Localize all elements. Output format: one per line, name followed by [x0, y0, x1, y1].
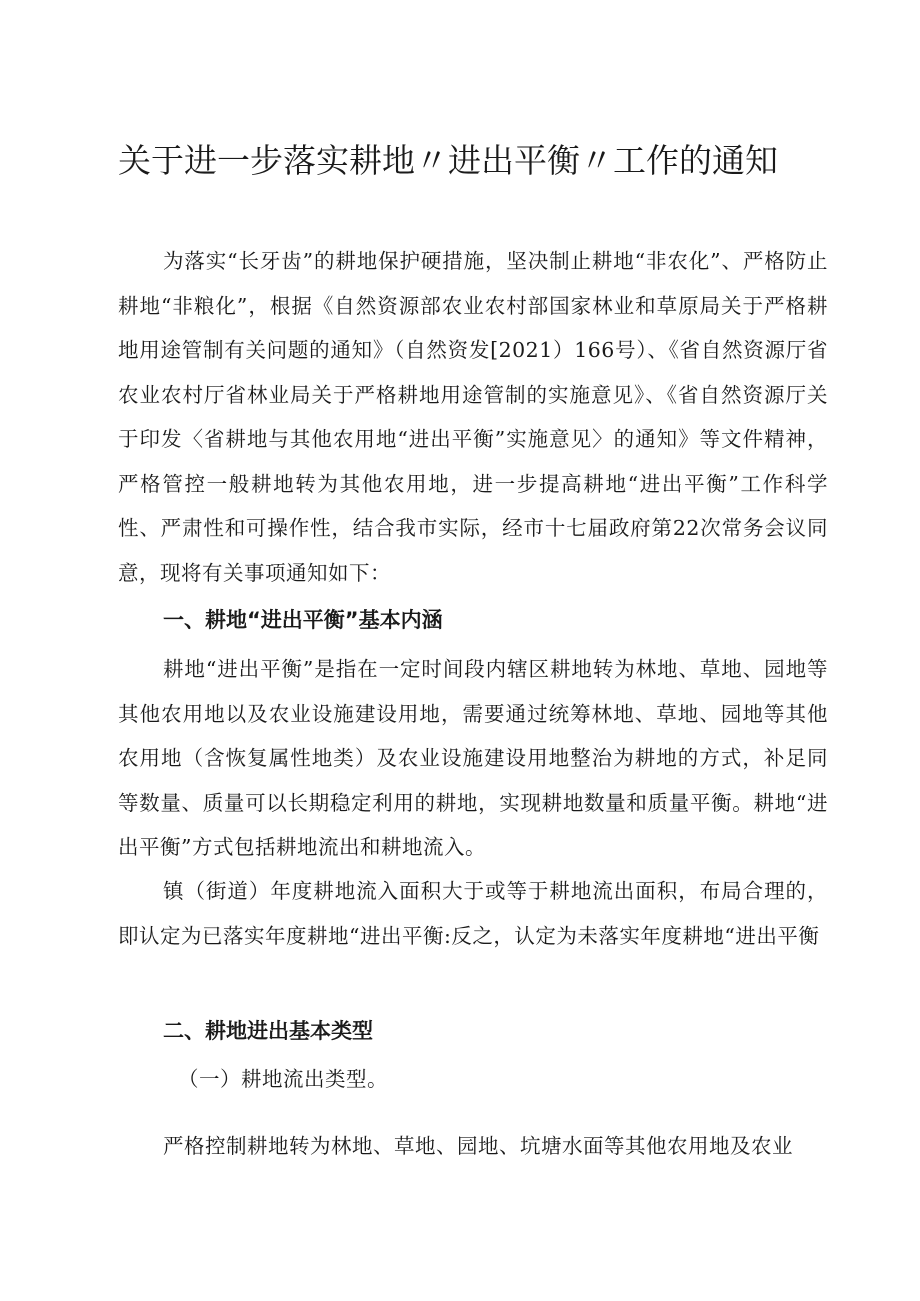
section-2-subheading-1: （一）耕地流出类型。	[178, 1067, 388, 1091]
intro-paragraph: 为落实“长牙齿”的耕地保护硬措施，坚决制止耕地“非农化”、严格防止耕地“非粮化”，根据《自然资源部农业农村部国家林业和草原局关于严格耕地用途管制有关问题的通知》（自然资发[2021）166号）、《省自然资源厅省农业农村厅省林业局关于严格耕地用途管制的实施意见》、《省自然资源厅关于印发〈省耕地与其他农用地“进出平衡”实施意见〉的通知》等文件精神，严格管控一般耕地转为其他农用地，进一步提高耕地“进出平衡”工作科学性、严肃性和可操作性，结合我市实际，经市十七届政府第22次常务会议同意，现将有关事项通知如下：	[118, 249, 828, 585]
section-2-heading: 二、耕地进出基本类型	[163, 1019, 373, 1043]
section-1-paragraph-2: 镇（街道）年度耕地流入面积大于或等于耕地流出面积，布局合理的，即认定为已落实年度耕地“进出平衡:反之，认定为未落实年度耕地“进出平衡	[118, 879, 828, 948]
document-title: 关于进一步落实耕地〃进出平衡〃工作的通知	[118, 141, 778, 180]
section-2-paragraph-1: 严格控制耕地转为林地、草地、园地、坑塘水面等其他农用地及农业	[163, 1134, 793, 1158]
section-1-paragraph-1: 耕地“进出平衡”是指在一定时间段内辖区耕地转为林地、草地、园地等其他农用地以及农业设施建设用地，需要通过统筹林地、草地、园地等其他农用地（含恢复属性地类）及农业设施建设用地整治为耕地的方式，补足同等数量、质量可以长期稳定利用的耕地，实现耕地数量和质量平衡。耕地“进出平衡”方式包括耕地流出和耕地流入。	[118, 657, 828, 859]
section-1-heading: 一、耕地“进出平衡”基本内涵	[163, 608, 443, 632]
